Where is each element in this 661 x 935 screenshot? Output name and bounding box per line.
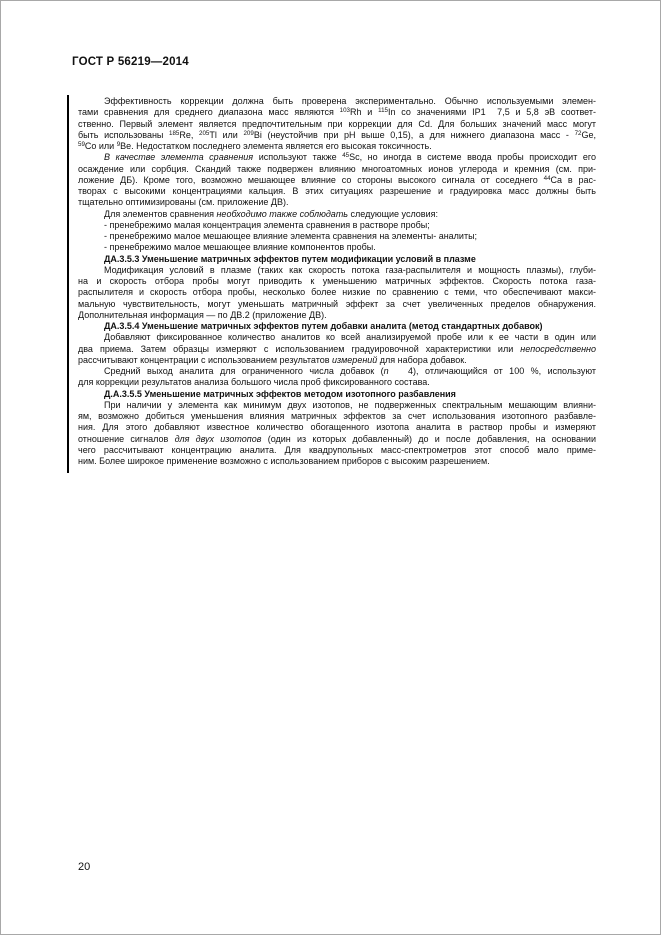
- text-line: два приема. Затем образцы измеряют с использованием градуировочной характеристики или непосредственно: [78, 343, 596, 354]
- text-line: ственно. Первый элемент является предпочтительным при коррекции для Cd. Для больших значений масс могут: [78, 118, 596, 129]
- text-line: - пренебрежимо малая концентрация элемента сравнения в растворе пробы;: [104, 219, 430, 230]
- text-line: быть использованы $^{185}$Re, $^{205}$Tl или $^{209}$Bi (неустойчив при pH выше 0,15), а для нижнего диапазона масс - $^{72}$Ge,: [78, 129, 596, 140]
- list-item-1: [78, 220, 596, 231]
- text-line: творах с высокими концентрациями кальция. В этих ситуациях разрешение и градуировка масс должны быть: [78, 186, 596, 196]
- text-line: При наличии у элемента как минимум двух изотопов, не подверженных спектральным мешающим влияни-: [104, 399, 596, 410]
- text-line: чего рассчитывают концентрацию аналита. Для квадрупольных масс-спектрометров этот способ мало приме-: [78, 444, 596, 455]
- text-line: Для элементов сравнения необходимо также соблюдать следующие условия:: [104, 208, 438, 219]
- para-plasma-conditions: [78, 265, 596, 321]
- text-line: Добавляют фиксированное количество аналитов ко всей анализируемой пробе или к ее части в один или: [104, 332, 596, 343]
- text-line: тами сравнения для среднего диапазона масс являются $^{103}$Rh и $^{115}$In со значениями IP1 7,5 и 5,8 эВ соответ-: [78, 107, 597, 118]
- text-line: - пренебрежимо малое мешающее влияние компонентов пробы.: [104, 242, 376, 253]
- para-standard-additions: [78, 332, 596, 366]
- heading-da-3-5-4: [78, 321, 596, 332]
- list-item-3: [78, 242, 596, 253]
- para-conditions-intro: [78, 209, 596, 220]
- text-line: В качестве элемента сравнения используют также $^{45}$Sc, но иногда в системе ввода пробы происходит его: [104, 152, 596, 163]
- text-line: ния. Для этого добавляют известное количество обогащенного изотопа аналита в раствор пробы и измеряют: [78, 422, 596, 433]
- text-line: ложение ДБ). Кроме того, возможно мешающее влияние со стороны высокого сигнала от соседнего $^{44}$Ca в рас-: [78, 174, 596, 185]
- heading-da-3-5-5: [78, 389, 596, 400]
- list-item-2: [78, 231, 596, 242]
- para-analyte-yield: [78, 366, 596, 389]
- text-line: - пренебрежимо малое мешающее влияние элемента сравнения на элементы- аналиты;: [104, 231, 478, 241]
- text-line: ДА.3.5.3 Уменьшение матричных эффектов путем модификации условий в плазме: [104, 253, 476, 264]
- text-line: ним. Более широкое применение возможно с использованием приборов с высоким разрешением.: [78, 456, 490, 466]
- page-header: ГОСТ Р 56219—2014: [72, 56, 189, 68]
- text-line: осаждение или сорбция. Скандий также подвержен влиянию многоатомных ионов углерода и кремния (см. при-: [78, 163, 596, 174]
- text-line: отношение сигналов для двух изотопов (один из которых добавленный) до и после добавления, на основании: [78, 433, 596, 444]
- revision-change-bar: [67, 95, 69, 473]
- text-line: Модификация условий в плазме (таких как скорость потока газа-распылителя и мощность плазмы), глуби-: [104, 264, 596, 275]
- text-line: рассчитывают концентрации с использованием результатов измерений для набора добавок.: [78, 354, 467, 365]
- text-line: ДА.3.5.4 Уменьшение матричных эффектов путем добавки аналита (метод стандартных добавок): [104, 321, 543, 331]
- heading-da-3-5-3: [78, 254, 596, 265]
- para-isotope-dilution: [78, 400, 596, 468]
- text-line: Средний выход аналита для ограниченного числа добавок (n 4), отличающийся от 100 %, используют: [104, 366, 597, 376]
- para-correction-efficiency: [78, 96, 596, 152]
- text-line: Дополнительная информация — по ДВ.2 (приложение ДВ).: [78, 309, 327, 320]
- text-line: $^{59}$Co или $^9$Be. Недостатком последнего элемента является его высокая токсичность.: [78, 141, 432, 151]
- text-line: Д.А.3.5.5 Уменьшение матричных эффектов методом изотопного разбавления: [104, 388, 456, 399]
- text-line: для коррекции результатов анализа большого числа проб фиксированного состава.: [78, 377, 430, 388]
- page-number: 20: [78, 861, 91, 873]
- text-line: на и скорость отбора пробы могут приводить к уменьшению матричных эффектов. Скорость потока газа-: [78, 276, 596, 286]
- text-line: распылителя и скорость отбора пробы, несколько более низкие по сравнению с теми, что обеспечивают макси-: [78, 287, 596, 298]
- document-body: [78, 96, 596, 467]
- text-line: тщательно оптимизированы (см. приложение ДВ).: [78, 197, 289, 208]
- para-reference-element: [78, 152, 596, 208]
- text-line: ям, возможно добиться уменьшения влияния матричных эффектов за счет использования изотопного разбавле-: [78, 411, 596, 421]
- text-line: мальную чувствительность, могут уменьшать матричный эффект за счет увеличенных пределов обнаружения.: [78, 298, 596, 309]
- text-line: Эффективность коррекции должна быть проверена экспериментально. Обычно используемыми элемен-: [104, 96, 596, 106]
